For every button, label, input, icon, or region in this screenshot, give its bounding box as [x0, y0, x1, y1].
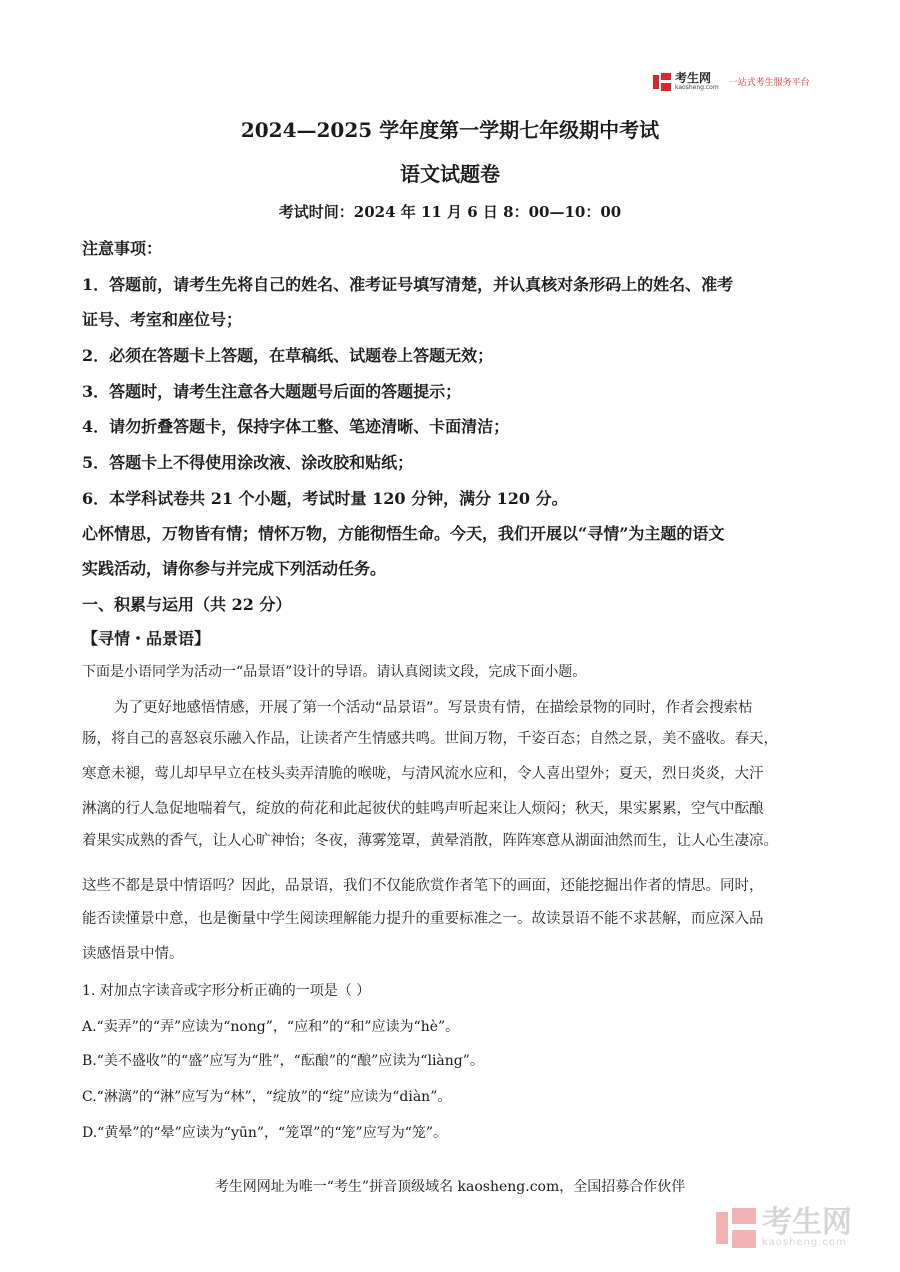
paper-title: 语文试题卷	[400, 162, 500, 186]
passage-line: 着果实成熟的香气，让人心旷神怡；冬夜，薄雾笼罩，黄晕消散，阵阵寒意从湖面油然而生，让人心生凄凉。	[82, 833, 778, 849]
passage-line: 这些不都是景中情语吗？因此，品景语，我们不仅能欣赏作者笔下的画面，还能挖掘出作者的情思。同时，	[82, 878, 764, 894]
notes-heading: 注意事项：	[82, 239, 163, 258]
passage-line: 读感悟景中情。	[82, 946, 184, 962]
watermark-domain: kaosheng.com	[762, 1237, 847, 1248]
note-item-4: 4．请勿折叠答题卡，保持字体工整、笔迹清晰、卡面清洁；	[82, 417, 510, 436]
logo-name: 考生网	[675, 71, 712, 85]
note-item-1-cont: 证号、考室和座位号；	[82, 310, 243, 329]
note-item-1: 1．答题前，请考生先将自己的姓名、准考证号填写清楚，并认真核对条形码上的姓名、准考	[82, 275, 734, 294]
kaosheng-logo-icon	[653, 73, 671, 91]
watermark	[716, 1205, 852, 1248]
question-1-stem: 1. 对加点字读音或字形分析正确的一项是（ ）	[82, 983, 371, 999]
question-1-option-a: A.“卖弄”的“弄”应读为“nong”，“应和”的“和”应读为“hè”。	[82, 1019, 460, 1035]
passage-lead: 下面是小语同学为活动一“品景语”设计的导语。请认真阅读文段，完成下面小题。	[82, 664, 587, 680]
question-1-option-b: B.“美不盛收”的“盛”应写为“胜”，“酝酿”的“酿”应读为“liàng”。	[82, 1053, 484, 1069]
footer-text: 考生网网址为唯一“考生”拼音顶级域名 kaosheng.com，全国招募合作伙伴	[214, 1179, 686, 1195]
passage-line: 寒意未褪，莺儿却早早立在枝头卖弄清脆的喉咙，与清风流水应和，令人喜出望外；夏天，烈日炎炎，大汗	[82, 766, 764, 782]
passage-line: 淋漓的行人急促地喘着气，绽放的荷花和此起彼伏的蛙鸣声听起来让人烦闷；秋天，果实累累，空气中酝酿	[82, 801, 764, 817]
logo-domain: kaosheng.com	[675, 84, 719, 91]
intro-line-2: 实践活动，请你参与并完成下列活动任务。	[82, 559, 387, 578]
note-item-3: 3．答题时，请考生注意各大题题号后面的答题提示；	[82, 382, 462, 401]
header-logo	[653, 72, 810, 91]
section-heading: 一、积累与运用（共 22 分）	[82, 595, 292, 614]
passage-line: 为了更好地感悟情感，开展了第一个活动“品景语”。写景贵有情，在描绘景物的同时，作者会搜索枯	[114, 700, 753, 716]
subsection-heading: 【寻情・品景语】	[82, 629, 211, 648]
passage-line: 能否读懂景中意，也是衡量中学生阅读理解能力提升的重要标准之一。故读景语不能不求甚解，而应深入品	[82, 911, 764, 927]
question-1-option-d: D.“黄晕”的“晕”应读为“yūn”，“笼罩”的“笼”应写为“笼”。	[82, 1125, 448, 1141]
watermark-name: 考生网	[762, 1205, 852, 1240]
exam-time: 考试时间：2024 年 11 月 6 日 8：00—10：00	[278, 203, 622, 221]
question-1-option-c: C.“淋漓”的“淋”应写为“林”，“绽放”的“绽”应读为“diàn”。	[82, 1089, 452, 1105]
logo-slogan: 一站式考生服务平台	[728, 78, 810, 88]
intro-line-1: 心怀情思，万物皆有情；情怀万物，方能彻悟生命。今天，我们开展以“寻情”为主题的语文	[82, 524, 725, 543]
note-item-2: 2．必须在答题卡上答题，在草稿纸、试题卷上答题无效；	[82, 346, 494, 365]
note-item-6: 6．本学科试卷共 21 个小题，考试时量 120 分钟，满分 120 分。	[82, 489, 568, 508]
note-item-5: 5．答题卡上不得使用涂改液、涂改胶和贴纸；	[82, 453, 414, 472]
watermark-logo-icon	[716, 1208, 756, 1248]
passage-line: 肠，将自己的喜怒哀乐融入作品，让读者产生情感共鸣。世间万物，千姿百态；自然之景，美不盛收。春天，	[82, 731, 778, 747]
exam-title: 2024—2025 学年度第一学期七年级期中考试	[240, 118, 660, 142]
